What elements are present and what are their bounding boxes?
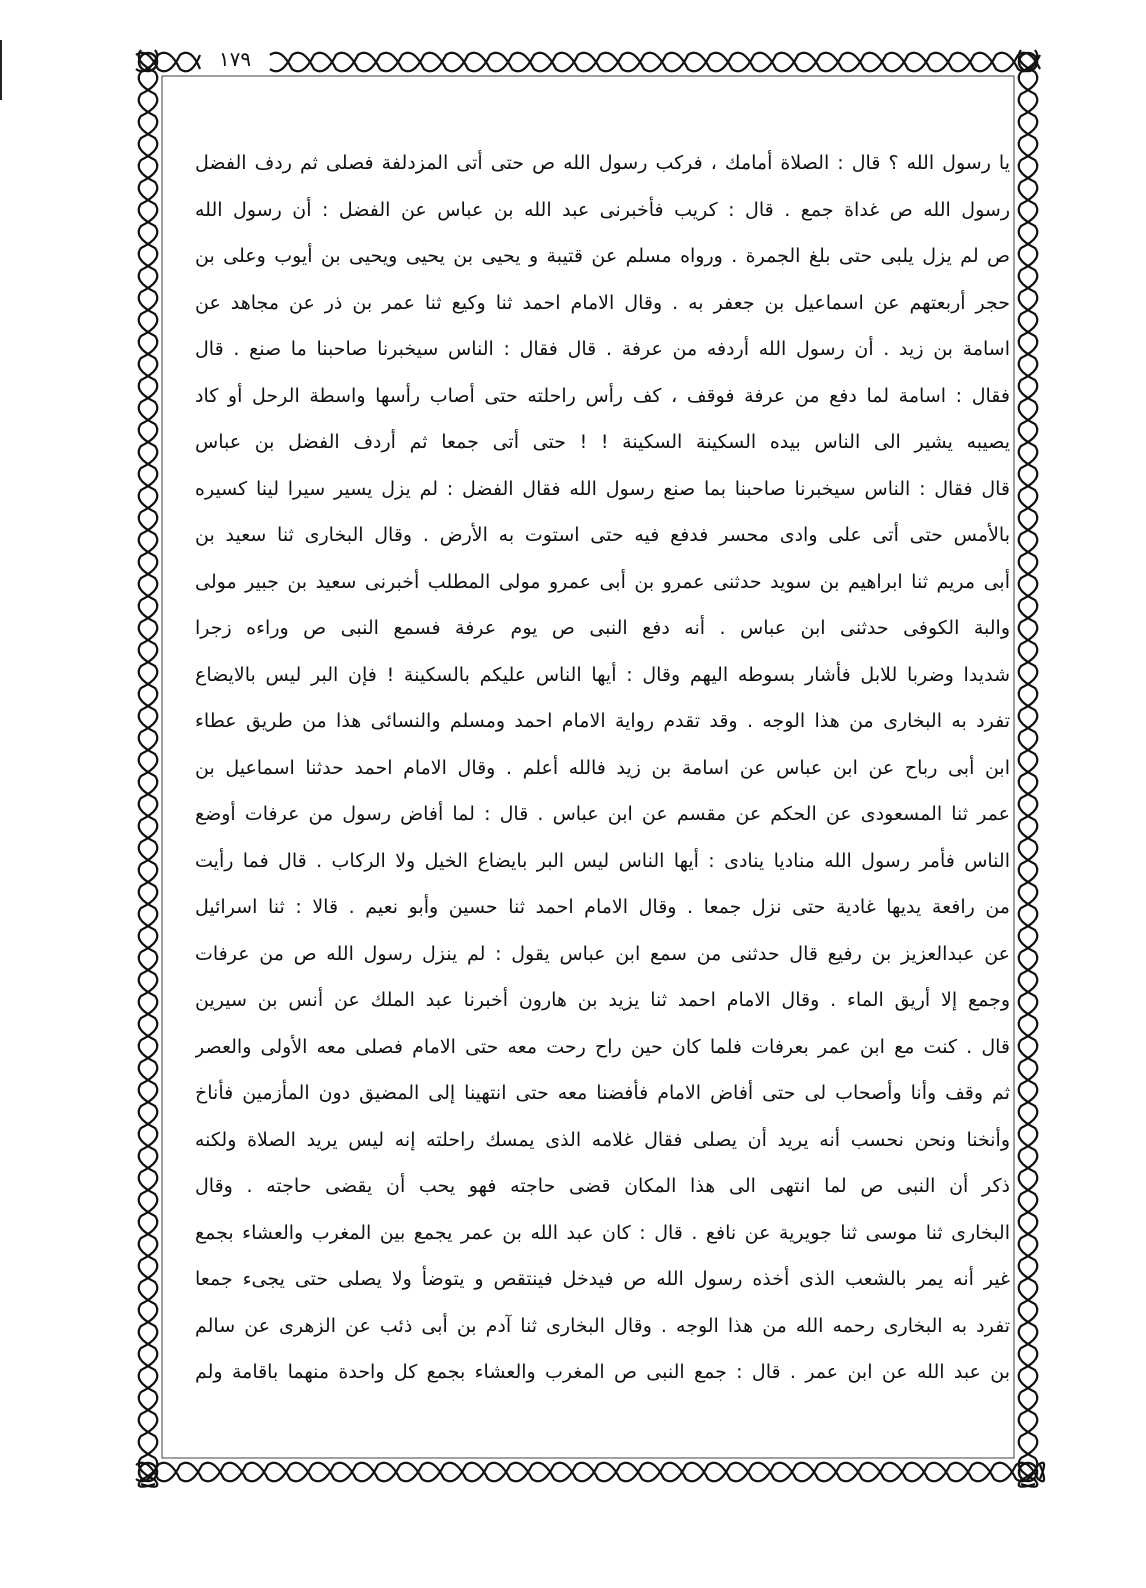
text-line: الناس فأمر رسول الله مناديا ينادى : أيها الناس ليس البر بايضاع الخيل ولا الركاب . قال فما رأيت <box>195 849 1010 872</box>
scan-edge-mark <box>0 40 5 100</box>
text-line: أبى مريم ثنا ابراهيم بن سويد حدثنى عمرو بن أبى عمرو مولى المطلب أخبرنى سعيد بن جبير مولى <box>195 570 1010 593</box>
text-line: رسول الله ص غداة جمع . قال : كريب فأخبرنى عبد الله بن عباس عن الفضل : أن رسول الله <box>195 198 1010 221</box>
text-line: ابن أبى رباح عن ابن عباس عن اسامة بن زيد فالله أعلم . وقال الامام احمد حدثنا اسماعيل بن <box>195 756 1010 779</box>
text-line: بالأمس حتى أتى على وادى محسر فدفع فيه حتى استوت به الأرض . وقال البخارى ثنا سعيد بن <box>195 524 1010 546</box>
text-line: يصيبه يشير الى الناس بيده السكينة السكينة ! ! حتى أتى جمعا ثم أردف الفضل بن عباس <box>195 431 1010 453</box>
text-line: غير أنه يمر بالشعب الذى أخذه رسول الله ص فيدخل فينتقص و يتوضأ ولا يصلى حتى يجىء جمعا <box>195 1268 1010 1290</box>
text-line: عمر ثنا المسعودى عن الحكم عن مقسم عن ابن عباس . قال : لما أفاض رسول من عرفات أوضع <box>195 803 1010 825</box>
text-line: ثم وقف وأنا وأصحاب لى حتى أفاض الامام فأفضنا معه حتى انتهينا إلى المضيق دون المأزمين فأناخ <box>195 1082 1010 1104</box>
text-line: قال . كنت مع ابن عمر بعرفات فلما كان حين راح رحت معه حتى الامام فصلى معه الأولى والعصر <box>195 1035 1010 1058</box>
text-line: وجمع إلا أريق الماء . وقال الامام احمد ثنا يزيد بن هارون أخبرنا عبد الملك عن أنس بن سيرين <box>195 989 1010 1011</box>
text-line: عن عبدالعزيز بن رفيع قال حدثنى من سمع ابن عباس يقول : لم ينزل رسول الله ص من عرفات <box>195 942 1010 965</box>
text-line: شديدا وضربا للابل فأشار بسوطه اليهم وقال : أيها الناس عليكم بالسكينة ! فإن البر ليس بالايضاع <box>195 663 1010 686</box>
text-line: تفرد به البخارى رحمه الله من هذا الوجه . وقال البخارى ثنا آدم بن أبى ذئب عن الزهرى عن سالم <box>195 1314 1010 1337</box>
body-text <box>195 140 1010 1445</box>
page-number: ١٧٩ <box>205 47 265 71</box>
text-line: حجر أربعتهم عن اسماعيل بن جعفر به . وقال الامام احمد ثنا وكيع ثنا عمر بن ذر عن مجاهد عن <box>195 291 1010 314</box>
text-line: فقال : اسامة لما دفع من عرفة فوقف ، كف رأس راحلته حتى أصاب رأسها واسطة الرحل أو كاد <box>195 384 1010 407</box>
text-line: تفرد به البخارى من هذا الوجه . وقد تقدم رواية الامام احمد ومسلم والنسائى هذا من طريق عطاء <box>195 710 1010 732</box>
text-line: ذكر أن النبى ص لما انتهى الى هذا المكان قضى حاجته فهو يحب أن يقضى حاجته . وقال <box>195 1175 1010 1197</box>
text-line: البخارى ثنا موسى ثنا جويرية عن نافع . قال : كان عبد الله بن عمر يجمع بين المغرب والعشاء بجمع <box>195 1221 1010 1244</box>
text-line: من رافعة يديها غادية حتى نزل جمعا . وقال الامام احمد ثنا حسين وأبو نعيم . قالا : ثنا اسرائيل <box>195 896 1010 918</box>
text-line: وأنخنا ونحن نحسب أنه يريد أن يصلى فقال غلامه الذى يمسك راحلته إنه ليس يريد الصلاة ولكنه <box>195 1128 1010 1151</box>
text-line: قال فقال : الناس سيخبرنا صاحبنا بما صنع رسول الله فقال الفضل : لم يزل يسير سيرا لينا كسيره <box>195 477 1010 500</box>
text-line: يا رسول الله ؟ قال : الصلاة أمامك ، فركب رسول الله ص حتى أتى المزدلفة فصلى ثم ردف الفضل <box>195 152 1010 174</box>
text-line: اسامة بن زيد . أن رسول الله أردفه من عرفة . قال فقال : الناس سيخبرنا صاحبنا ما صنع . قال <box>195 338 1010 360</box>
text-line: والبة الكوفى حدثنى ابن عباس . أنه دفع النبى ص يوم عرفة فسمع النبى ص وراءه زجرا <box>195 617 1010 639</box>
text-line: بن عبد الله عن ابن عمر . قال : جمع النبى ص المغرب والعشاء بجمع كل واحدة منهما باقامة ولم <box>195 1361 1010 1383</box>
text-line: ص لم يزل يلبى حتى بلغ الجمرة . ورواه مسلم عن قتيبة و يحيى بن يحيى ويحيى بن أيوب وعلى بن <box>195 245 1010 267</box>
